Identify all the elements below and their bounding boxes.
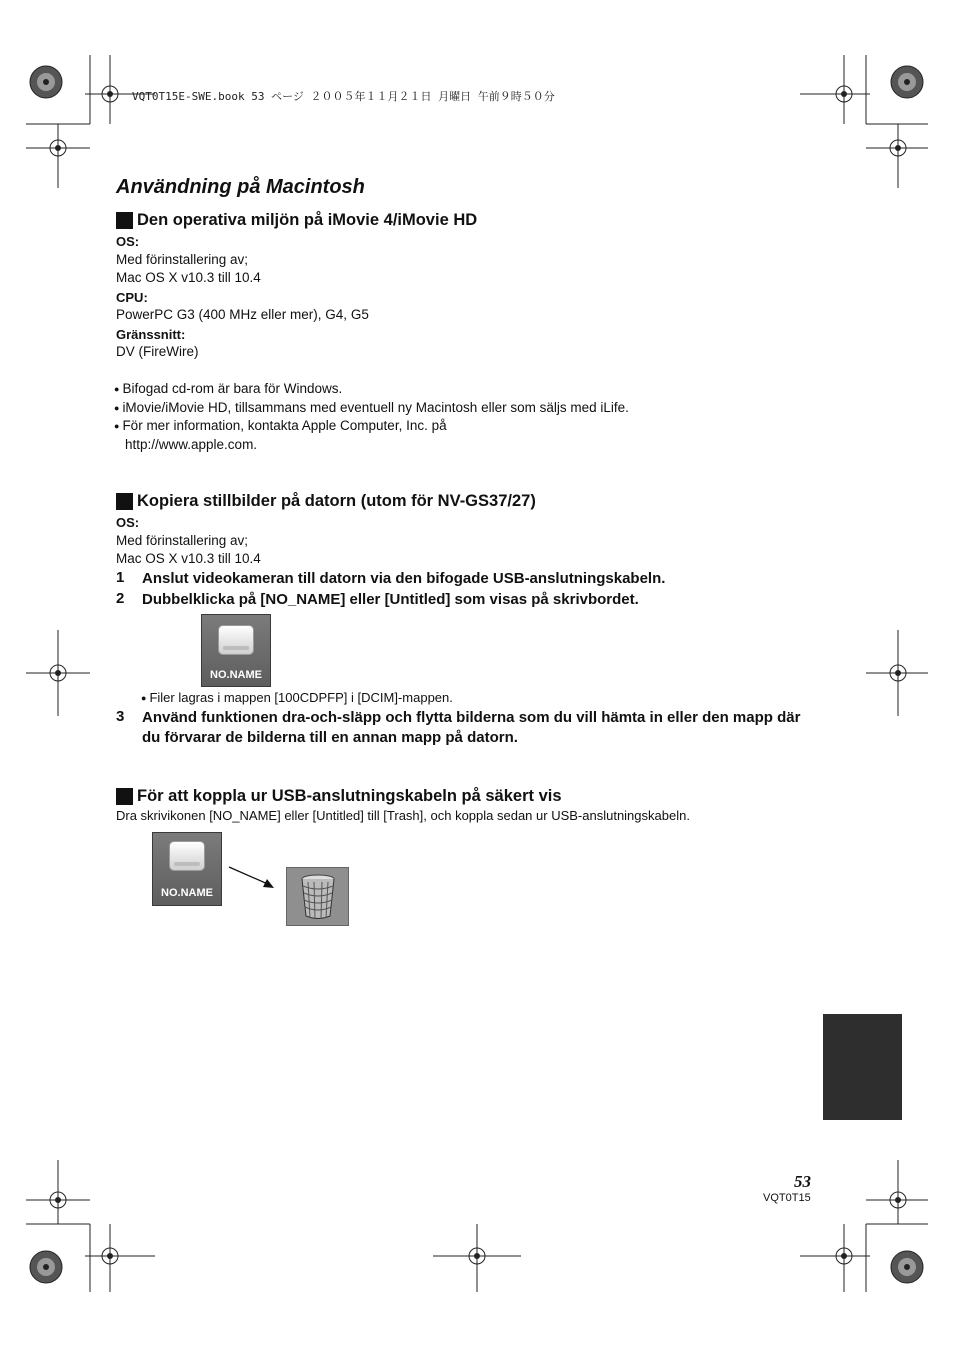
- section-heading-text: Den operativa miljön på iMovie 4/iMovie HD: [137, 211, 478, 229]
- section-marker-icon: [116, 493, 133, 510]
- os-line-1: Med förinstallering av;: [116, 252, 249, 267]
- step-3: 3 Använd funktionen dra-och-släpp och flytta bilderna som du vill hämta in eller den mapp där du förvarar de bilderna till en annan mapp på datorn.: [116, 708, 801, 746]
- bullet-icon: ●: [141, 693, 147, 703]
- bullet-icon: ●: [114, 403, 120, 413]
- drive-icon: NO.NAME: [201, 614, 271, 687]
- cpu-value: PowerPC G3 (400 MHz eller mer), G4, G5: [116, 307, 369, 322]
- document-code: VQT0T15: [763, 1192, 811, 1204]
- step-2: 2 Dubbelklicka på [NO_NAME] eller [Untitled] som visas på skrivbordet.: [116, 590, 639, 608]
- section-marker-icon: [116, 212, 133, 229]
- trash-icon: [286, 867, 349, 926]
- drag-arrow-icon: [226, 864, 278, 892]
- bullet-icon: ●: [114, 421, 120, 431]
- note-item: ● Filer lagras i mappen [100CDPFP] i [DCIM]-mappen.: [141, 690, 453, 705]
- section-tab-block: [823, 1014, 902, 1120]
- os-line-1: Med förinstallering av;: [116, 533, 249, 548]
- list-item: ● Bifogad cd-rom är bara för Windows.: [114, 381, 343, 396]
- drive-icon: NO.NAME: [152, 832, 222, 906]
- section-heading-environment: [116, 211, 477, 230]
- interface-value: DV (FireWire): [116, 344, 199, 359]
- os-line-2: Mac OS X v10.3 till 10.4: [116, 270, 261, 285]
- list-item: ● iMovie/iMovie HD, tillsammans med eventuell ny Macintosh eller som säljs med iLife.: [114, 400, 629, 415]
- instruction-text: Dra skrivikonen [NO_NAME] eller [Untitled] till [Trash], och koppla sedan ur USB-anslutningskabeln.: [116, 808, 690, 823]
- bullet-icon: ●: [114, 384, 120, 394]
- section-heading-copy-stills: [116, 492, 536, 511]
- step-1: 1 Anslut videokameran till datorn via den bifogade USB-anslutningskabeln.: [116, 569, 666, 587]
- section-marker-icon: [116, 788, 133, 805]
- section-heading-text: För att koppla ur USB-anslutningskabeln på säkert vis: [137, 787, 562, 805]
- print-info-header: VQT0T15E-SWE.book 53 ページ ２００５年１１月２１日 月曜日 午前９時５０分: [132, 90, 555, 103]
- page-number: 53: [794, 1172, 811, 1191]
- url-text: http://www.apple.com.: [125, 437, 258, 452]
- os-label: OS:: [116, 515, 140, 530]
- list-item: ● För mer information, kontakta Apple Computer, Inc. på: [114, 418, 447, 433]
- section-heading-safe-disconnect: [116, 787, 562, 806]
- section-heading-text: Kopiera stillbilder på datorn (utom för NV-GS37/27): [137, 492, 536, 510]
- interface-label: Gränssnitt:: [116, 327, 186, 342]
- cpu-label: CPU:: [116, 290, 148, 305]
- os-label: OS:: [116, 234, 140, 249]
- os-line-2: Mac OS X v10.3 till 10.4: [116, 551, 261, 566]
- page-title: Användning på Macintosh: [116, 176, 365, 198]
